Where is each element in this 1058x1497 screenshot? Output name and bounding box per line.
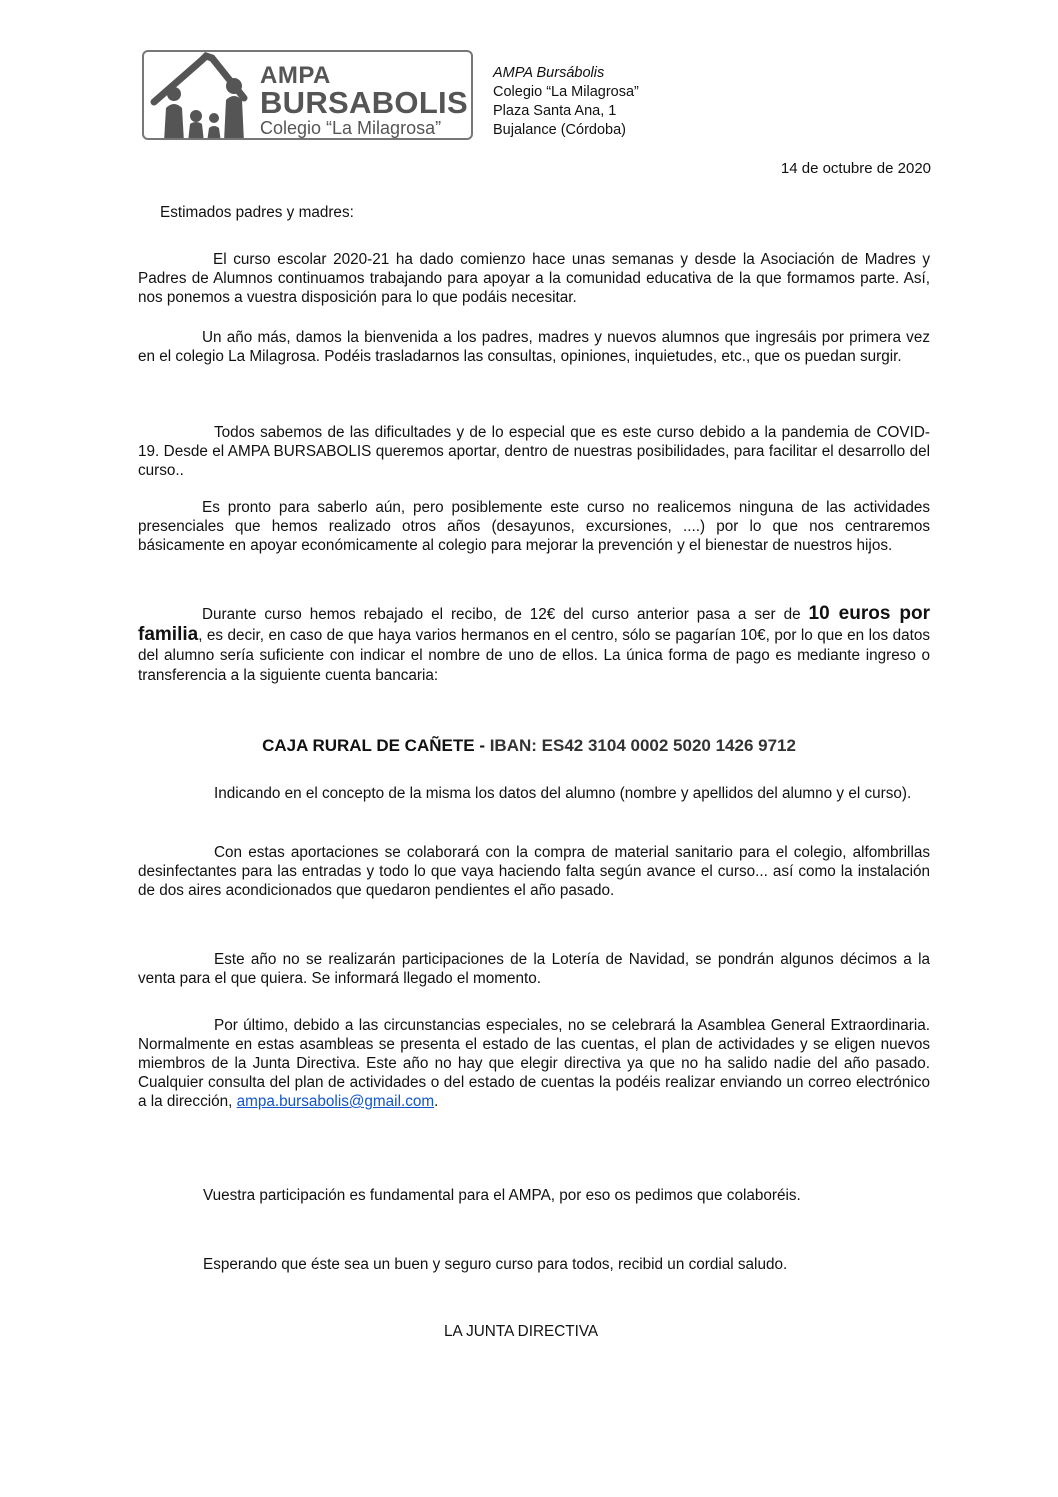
- email-link[interactable]: ampa.bursabolis@gmail.com: [236, 1093, 435, 1110]
- paragraph-3: Todos sabemos de las dificultades y de lo especial que es este curso debido a la pandemia de COVID-19. Desde el AMPA BURSABOLIS queremos aportar, dentro de nuestras posibilidades, para facilitar el desarrollo del curso..: [138, 424, 930, 479]
- logo-ampa-text: AMPA: [260, 62, 331, 89]
- bank-iban: IBAN: ES42 3104 0002 5020 1426 9712: [489, 736, 796, 755]
- paragraph-8: Este año no se realizarán participaciones de la Lotería de Navidad, se pondrán algunos décimos a la venta para el que quiera. Se informará llegado el momento.: [138, 951, 930, 987]
- paragraph-9: [138, 1016, 930, 1111]
- paragraph-9-period: .: [434, 1093, 439, 1110]
- paragraph-5: [138, 604, 930, 686]
- paragraph-10: Vuestra participación es fundamental para el AMPA, por eso os pedimos que colaboréis.: [203, 1187, 801, 1204]
- paragraph-5-start: Durante curso hemos rebajado el recibo, de 12€ del curso anterior pasa a ser de: [202, 606, 809, 623]
- bank-account-line: [0, 736, 1058, 756]
- greeting: Estimados padres y madres:: [160, 204, 354, 221]
- paragraph-1: El curso escolar 2020-21 ha dado comienzo hace unas semanas y desde la Asociación de Madres y Padres de Alumnos continuamos trabajando para apoyar a la comunidad educativa de la que formamos parte. Así, nos ponemos a vuestra disposición para lo que podáis necesitar.: [138, 251, 930, 306]
- sender-address: [493, 64, 639, 140]
- paragraph-6: Indicando en el concepto de la misma los datos del alumno (nombre y apellidos del alumno y el curso).: [214, 785, 912, 802]
- paragraph-11: Esperando que éste sea un buen y seguro curso para todos, recibid un cordial saludo.: [203, 1256, 788, 1273]
- paragraph-4: Es pronto para saberlo aún, pero posiblemente este curso no realicemos ninguna de las actividades presenciales que hemos realizado otros años (desayunos, excursiones, ....) por lo que nos centraremos básicamente en apoyar económicamente al colegio para mejorar la prevención y el bienestar de nuestros hijos.: [138, 499, 930, 554]
- bank-name: CAJA RURAL DE CAÑETE: [262, 736, 475, 755]
- sender-org: AMPA Bursábolis: [493, 65, 605, 81]
- bank-separator: -: [474, 736, 490, 755]
- signature: LA JUNTA DIRECTIVA: [444, 1323, 599, 1340]
- sender-school: Colegio “La Milagrosa”: [493, 84, 639, 100]
- logo-colegio-text: Colegio “La Milagrosa”: [260, 118, 442, 138]
- paragraph-7: Con estas aportaciones se colaborará con la compra de material sanitario para el colegio, alfombrillas desinfectantes para las entradas y todo lo que vaya haciendo falta según avance el curso... así como la instalación de dos aires acondicionados que quedaron pendientes el año pasado.: [138, 844, 930, 899]
- sender-street: Plaza Santa Ana, 1: [493, 103, 617, 119]
- paragraph-2: Un año más, damos la bienvenida a los padres, madres y nuevos alumnos que ingresáis por primera vez en el colegio La Milagrosa. Podéis trasladarnos las consultas, opiniones, inquietudes, etc., que os puedan surgir.: [138, 329, 930, 365]
- ampa-logo: [142, 50, 473, 140]
- paragraph-5-end: , es decir, en caso de que haya varios hermanos en el centro, sólo se pagarían 10€, por lo que en los datos del alumno sería suficiente con indicar el nombre de uno de ellos. La única forma de pago es mediante ingreso o transferencia a la siguiente cuenta bancaria:: [138, 627, 930, 684]
- paragraph-9-text: Por último, debido a las circunstancias especiales, no se celebrará la Asamblea General Extraordinaria. Normalmente en estas asambleas se presenta el estado de las cuentas, el plan de actividades y se eligen nuevos miembros de la Junta Directiva. Este año no hay que elegir directiva ya que no ha salido nadie del año pasado. Cualquier consulta del plan de actividades o del estado de cuentas la podéis realizar enviando un correo electrónico a la dirección,: [138, 1017, 930, 1110]
- sender-city: Bujalance (Córdoba): [493, 122, 626, 138]
- fee-highlight: 10 euros por familia: [138, 603, 930, 645]
- logo-bursabolis-text: BURSABOLIS: [260, 85, 468, 120]
- letter-date: 14 de octubre de 2020: [780, 160, 931, 177]
